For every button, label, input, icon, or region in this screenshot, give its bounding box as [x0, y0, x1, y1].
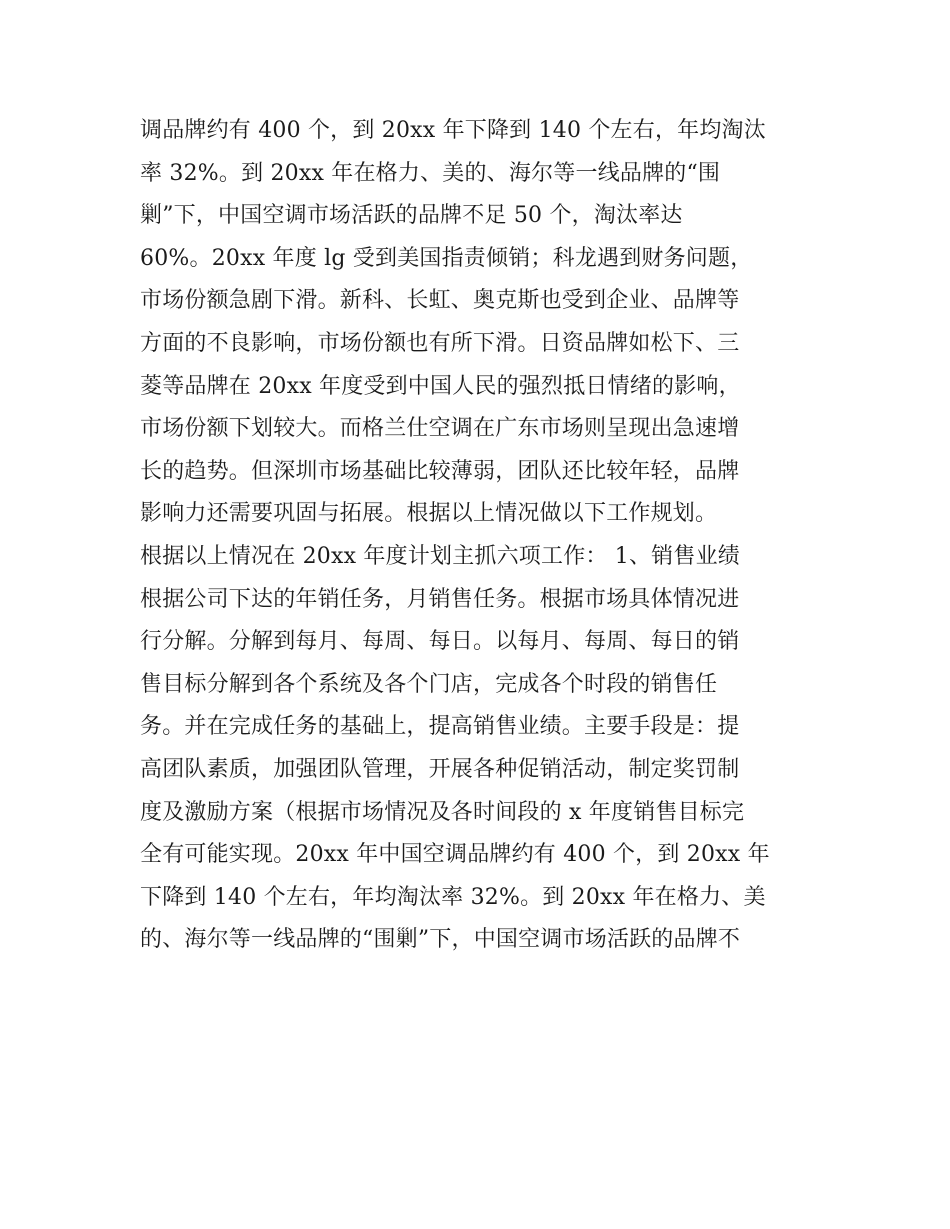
text-line: 根据以上情况在 20xx 年度计划主抓六项工作： 1、销售业绩 — [140, 543, 740, 569]
text-line: 高团队素质，加强团队管理，开展各种促销活动，制定奖罚制 — [140, 756, 740, 782]
text-line: 的、海尔等一线品牌的“围剿”下，中国空调市场活跃的品牌不 — [140, 927, 741, 953]
text-line: 市场份额急剧下滑。新科、长虹、奥克斯也受到企业、品牌等 — [140, 288, 740, 314]
text-line: 全有可能实现。20xx 年中国空调品牌约有 400 个，到 20xx 年 — [140, 842, 770, 868]
text-line: 下降到 140 个左右，年均淘汰率 32%。到 20xx 年在格力、美 — [140, 884, 766, 910]
text-line: 影响力还需要巩固与拓展。根据以上情况做以下工作规划。 — [140, 501, 718, 527]
text-line: 60%。20xx 年度 lg 受到美国指责倾销；科龙遇到财务问题， — [140, 245, 753, 271]
text-line: 根据公司下达的年销任务，月销售任务。根据市场具体情况进 — [140, 586, 740, 612]
text-line: 率 32%。到 20xx 年在格力、美的、海尔等一线品牌的“围 — [140, 160, 721, 186]
text-line: 市场份额下划较大。而格兰仕空调在广东市场则呈现出急速增 — [140, 416, 740, 442]
text-line: 方面的不良影响，市场份额也有所下滑。日资品牌如松下、三 — [140, 330, 740, 356]
text-line: 售目标分解到各个系统及各个门店，完成各个时段的销售任 — [140, 671, 718, 697]
text-line: 调品牌约有 400 个，到 20xx 年下降到 140 个左右，年均淘汰 — [140, 118, 766, 143]
text-line: 长的趋势。但深圳市场基础比较薄弱，团队还比较年轻，品牌 — [140, 458, 740, 484]
text-line: 务。并在完成任务的基础上，提高销售业绩。主要手段是：提 — [140, 714, 740, 740]
text-line: 菱等品牌在 20xx 年度受到中国人民的强烈抵日情绪的影响， — [140, 373, 741, 399]
text-line: 剿”下，中国空调市场活跃的品牌不足 50 个，淘汰率达 — [140, 203, 683, 229]
text-line: 行分解。分解到每月、每周、每日。以每月、每周、每日的销 — [140, 629, 740, 655]
text-line: 度及激励方案（根据市场情况及各时间段的 x 年度销售目标完 — [140, 799, 745, 825]
body-text — [140, 110, 830, 962]
